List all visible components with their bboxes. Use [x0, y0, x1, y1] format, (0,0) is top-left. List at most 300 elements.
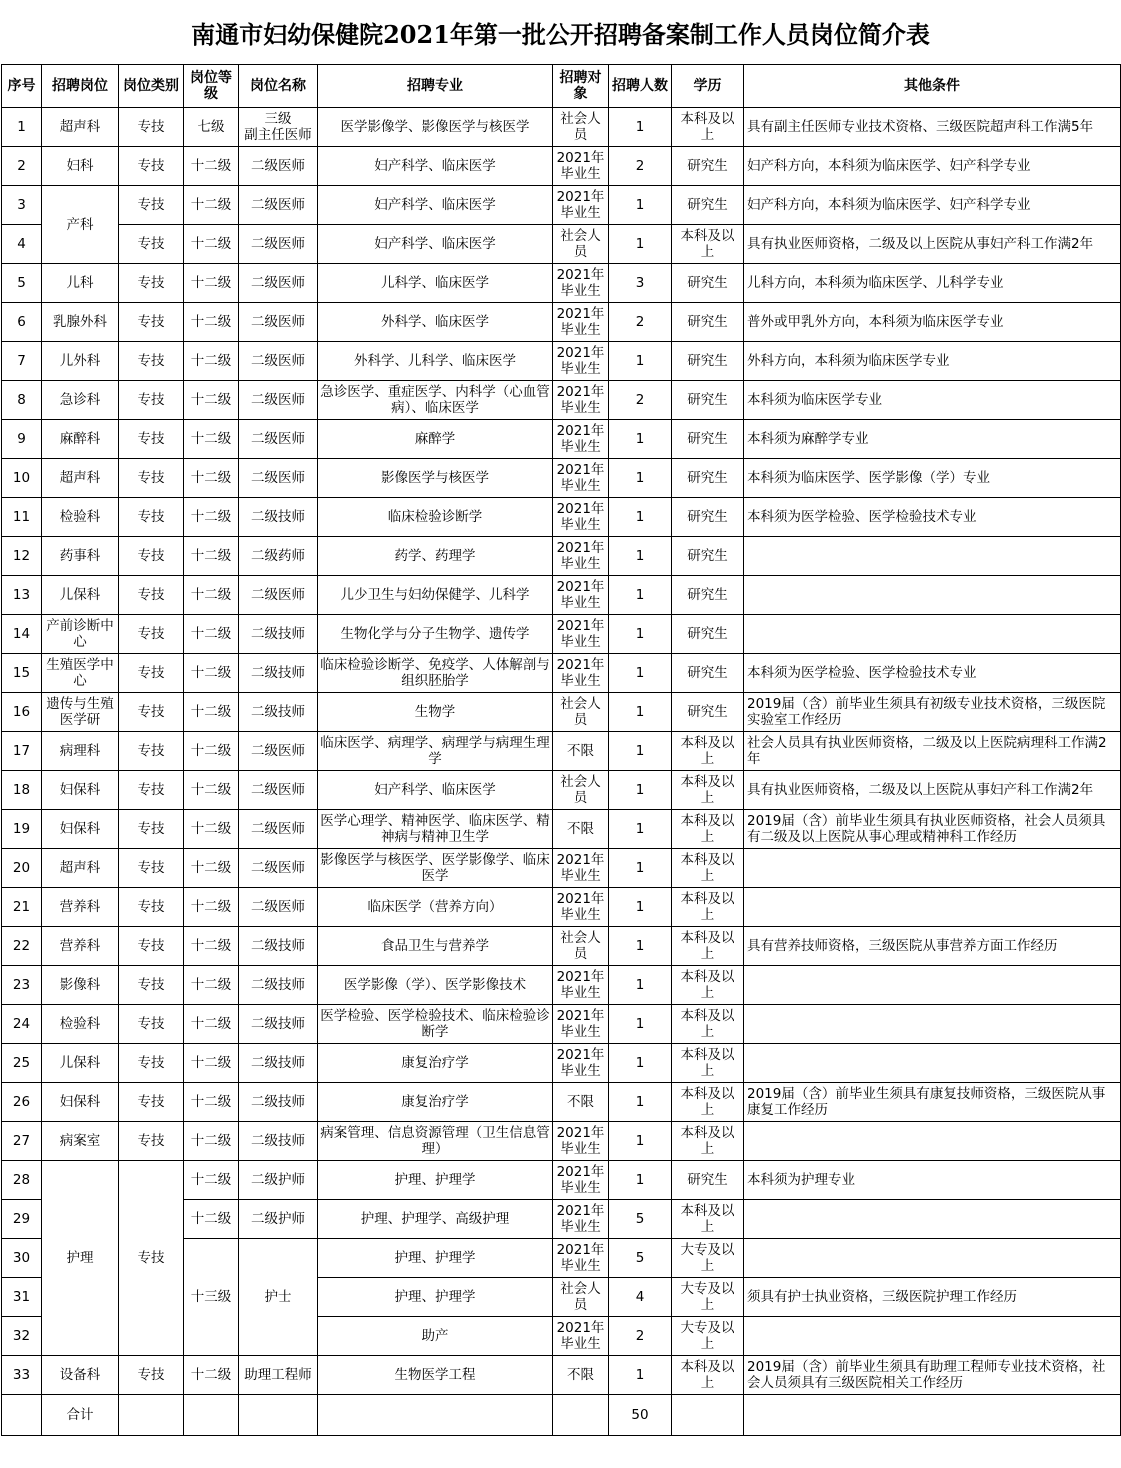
post-name-cell: 二级医师 [239, 771, 318, 810]
target-cell: 2021年毕业生 [553, 1239, 609, 1278]
count-cell: 2 [609, 147, 672, 186]
count-cell: 1 [609, 459, 672, 498]
row-no: 24 [2, 1005, 42, 1044]
major-cell: 影像医学与核医学、医学影像学、临床医学 [318, 849, 553, 888]
category-cell: 专技 [119, 615, 184, 654]
target-cell: 2021年毕业生 [553, 888, 609, 927]
row-no: 7 [2, 342, 42, 381]
post-name-cell: 二级技师 [239, 1005, 318, 1044]
category-cell: 专技 [119, 693, 184, 732]
table-row [2, 771, 1121, 810]
post-cell: 超声科 [42, 459, 119, 498]
col-header-level: 岗位等级 [184, 65, 239, 108]
category-cell: 专技 [119, 108, 184, 147]
major-cell: 医学心理学、精神医学、临床医学、精神病与精神卫生学 [318, 810, 553, 849]
education-cell: 本科及以上 [672, 1122, 744, 1161]
target-cell: 2021年毕业生 [553, 381, 609, 420]
row-no: 2 [2, 147, 42, 186]
post-name-cell: 二级医师 [239, 225, 318, 264]
other-cell: 妇产科方向，本科须为临床医学、妇产科学专业 [744, 147, 1121, 186]
post-name-cell: 二级医师 [239, 303, 318, 342]
row-no: 17 [2, 732, 42, 771]
count-cell: 2 [609, 381, 672, 420]
count-cell: 1 [609, 810, 672, 849]
category-cell: 专技 [119, 810, 184, 849]
row-no: 20 [2, 849, 42, 888]
target-cell: 2021年毕业生 [553, 654, 609, 693]
total-blank [239, 1395, 318, 1436]
post-name-cell: 二级医师 [239, 732, 318, 771]
row-no: 32 [2, 1317, 42, 1356]
count-cell: 1 [609, 849, 672, 888]
level-cell: 十二级 [184, 1161, 239, 1200]
education-cell: 大专及以上 [672, 1317, 744, 1356]
level-cell: 十二级 [184, 810, 239, 849]
other-cell: 社会人员具有执业医师资格，二级及以上医院病理科工作满2年 [744, 732, 1121, 771]
post-cell: 设备科 [42, 1356, 119, 1395]
table-row [2, 225, 1121, 264]
row-no: 29 [2, 1200, 42, 1239]
target-cell: 2021年毕业生 [553, 1317, 609, 1356]
count-cell: 1 [609, 186, 672, 225]
other-cell [744, 966, 1121, 1005]
post-name-cell: 二级技师 [239, 615, 318, 654]
education-cell: 本科及以上 [672, 849, 744, 888]
post-name-cell: 二级医师 [239, 459, 318, 498]
table-row [2, 459, 1121, 498]
education-cell: 本科及以上 [672, 108, 744, 147]
post-cell: 药事科 [42, 537, 119, 576]
category-cell: 专技 [119, 1161, 184, 1356]
other-cell: 普外或甲乳外方向，本科须为临床医学专业 [744, 303, 1121, 342]
target-cell: 2021年毕业生 [553, 186, 609, 225]
other-cell [744, 1005, 1121, 1044]
other-cell: 本科须为临床医学、医学影像（学）专业 [744, 459, 1121, 498]
count-cell: 3 [609, 264, 672, 303]
education-cell: 本科及以上 [672, 225, 744, 264]
post-cell: 妇保科 [42, 1083, 119, 1122]
target-cell: 不限 [553, 810, 609, 849]
row-no: 9 [2, 420, 42, 459]
post-name-cell: 护士 [239, 1239, 318, 1356]
major-cell: 医学影像学、影像医学与核医学 [318, 108, 553, 147]
row-no: 15 [2, 654, 42, 693]
category-cell: 专技 [119, 1044, 184, 1083]
post-name-cell: 二级技师 [239, 693, 318, 732]
post-cell: 护理 [42, 1161, 119, 1356]
table-row [2, 576, 1121, 615]
major-cell: 康复治疗学 [318, 1044, 553, 1083]
post-cell: 病案室 [42, 1122, 119, 1161]
post-name-cell: 三级 副主任医师 [239, 108, 318, 147]
education-cell: 本科及以上 [672, 888, 744, 927]
row-no: 16 [2, 693, 42, 732]
table-row [2, 108, 1121, 147]
major-cell: 护理、护理学 [318, 1239, 553, 1278]
other-cell: 外科方向，本科须为临床医学专业 [744, 342, 1121, 381]
table-row [2, 420, 1121, 459]
other-cell: 儿科方向，本科须为临床医学、儿科学专业 [744, 264, 1121, 303]
table-row [2, 927, 1121, 966]
table-row [2, 888, 1121, 927]
other-cell: 具有营养技师资格，三级医院从事营养方面工作经历 [744, 927, 1121, 966]
target-cell: 社会人员 [553, 108, 609, 147]
major-cell: 外科学、临床医学 [318, 303, 553, 342]
total-blank [553, 1395, 609, 1436]
major-cell: 医学检验、医学检验技术、临床检验诊断学 [318, 1005, 553, 1044]
education-cell: 本科及以上 [672, 1044, 744, 1083]
level-cell: 十二级 [184, 381, 239, 420]
row-no: 33 [2, 1356, 42, 1395]
level-cell: 十二级 [184, 537, 239, 576]
post-name-cell: 二级医师 [239, 810, 318, 849]
post-cell: 妇科 [42, 147, 119, 186]
table-row [2, 1044, 1121, 1083]
col-header-other: 其他条件 [744, 65, 1121, 108]
row-no: 6 [2, 303, 42, 342]
education-cell: 本科及以上 [672, 1356, 744, 1395]
level-cell: 十二级 [184, 1122, 239, 1161]
target-cell: 2021年毕业生 [553, 1005, 609, 1044]
row-no: 18 [2, 771, 42, 810]
education-cell: 研究生 [672, 342, 744, 381]
level-cell: 十二级 [184, 1356, 239, 1395]
target-cell: 社会人员 [553, 225, 609, 264]
count-cell: 5 [609, 1200, 672, 1239]
major-cell: 妇产科学、临床医学 [318, 771, 553, 810]
row-no: 23 [2, 966, 42, 1005]
level-cell: 十二级 [184, 498, 239, 537]
post-cell: 儿保科 [42, 576, 119, 615]
target-cell: 2021年毕业生 [553, 849, 609, 888]
category-cell: 专技 [119, 771, 184, 810]
row-no: 8 [2, 381, 42, 420]
target-cell: 2021年毕业生 [553, 1200, 609, 1239]
target-cell: 社会人员 [553, 693, 609, 732]
post-cell: 儿科 [42, 264, 119, 303]
category-cell: 专技 [119, 927, 184, 966]
post-cell: 妇保科 [42, 771, 119, 810]
col-header-category: 岗位类别 [119, 65, 184, 108]
col-header-count: 招聘人数 [609, 65, 672, 108]
col-header-no: 序号 [2, 65, 42, 108]
total-blank [672, 1395, 744, 1436]
post-name-cell: 助理工程师 [239, 1356, 318, 1395]
category-cell: 专技 [119, 342, 184, 381]
education-cell: 研究生 [672, 264, 744, 303]
target-cell: 2021年毕业生 [553, 420, 609, 459]
major-cell: 康复治疗学 [318, 1083, 553, 1122]
other-cell [744, 888, 1121, 927]
level-cell: 十二级 [184, 927, 239, 966]
post-name-cell: 二级医师 [239, 849, 318, 888]
table-row [2, 1356, 1121, 1395]
post-cell: 超声科 [42, 108, 119, 147]
education-cell: 研究生 [672, 498, 744, 537]
table-row [2, 810, 1121, 849]
other-cell: 本科须为临床医学专业 [744, 381, 1121, 420]
count-cell: 1 [609, 771, 672, 810]
education-cell: 研究生 [672, 459, 744, 498]
page-title: 南通市妇幼保健院2021年第一批公开招聘备案制工作人员岗位简介表 [191, 19, 930, 49]
category-cell: 专技 [119, 888, 184, 927]
table-row [2, 1122, 1121, 1161]
target-cell: 2021年毕业生 [553, 576, 609, 615]
post-cell: 生殖医学中心 [42, 654, 119, 693]
row-no: 5 [2, 264, 42, 303]
post-name-cell: 二级技师 [239, 498, 318, 537]
other-cell [744, 615, 1121, 654]
other-cell: 妇产科方向，本科须为临床医学、妇产科学专业 [744, 186, 1121, 225]
major-cell: 妇产科学、临床医学 [318, 186, 553, 225]
count-cell: 5 [609, 1239, 672, 1278]
category-cell: 专技 [119, 732, 184, 771]
level-cell: 十二级 [184, 771, 239, 810]
category-cell: 专技 [119, 498, 184, 537]
post-name-cell: 二级技师 [239, 1083, 318, 1122]
row-no: 13 [2, 576, 42, 615]
target-cell: 不限 [553, 1083, 609, 1122]
level-cell: 十二级 [184, 420, 239, 459]
major-cell: 临床检验诊断学 [318, 498, 553, 537]
category-cell: 专技 [119, 849, 184, 888]
count-cell: 1 [609, 888, 672, 927]
category-cell: 专技 [119, 537, 184, 576]
col-header-major: 招聘专业 [318, 65, 553, 108]
table-row [2, 147, 1121, 186]
row-no: 4 [2, 225, 42, 264]
other-cell: 2019届（含）前毕业生须具有康复技师资格，三级医院从事康复工作经历 [744, 1083, 1121, 1122]
row-no: 10 [2, 459, 42, 498]
other-cell [744, 537, 1121, 576]
other-cell: 本科须为护理专业 [744, 1161, 1121, 1200]
level-cell: 十二级 [184, 576, 239, 615]
level-cell: 十二级 [184, 654, 239, 693]
total-label: 合计 [42, 1395, 119, 1436]
table-row [2, 966, 1121, 1005]
count-cell: 1 [609, 966, 672, 1005]
major-cell: 儿少卫生与妇幼保健学、儿科学 [318, 576, 553, 615]
post-name-cell: 二级技师 [239, 1122, 318, 1161]
table-row [2, 342, 1121, 381]
level-cell: 十二级 [184, 1200, 239, 1239]
major-cell: 护理、护理学 [318, 1278, 553, 1317]
target-cell: 2021年毕业生 [553, 264, 609, 303]
category-cell: 专技 [119, 381, 184, 420]
post-name-cell: 二级技师 [239, 1044, 318, 1083]
category-cell: 专技 [119, 1083, 184, 1122]
major-cell: 食品卫生与营养学 [318, 927, 553, 966]
major-cell: 生物化学与分子生物学、遗传学 [318, 615, 553, 654]
level-cell: 十二级 [184, 147, 239, 186]
other-cell [744, 849, 1121, 888]
education-cell: 本科及以上 [672, 1083, 744, 1122]
table-row [2, 381, 1121, 420]
post-cell: 乳腺外科 [42, 303, 119, 342]
category-cell: 专技 [119, 420, 184, 459]
education-cell: 本科及以上 [672, 732, 744, 771]
row-no: 14 [2, 615, 42, 654]
education-cell: 本科及以上 [672, 810, 744, 849]
category-cell: 专技 [119, 459, 184, 498]
education-cell: 大专及以上 [672, 1239, 744, 1278]
education-cell: 研究生 [672, 576, 744, 615]
total-count: 50 [609, 1395, 672, 1436]
post-cell: 儿外科 [42, 342, 119, 381]
major-cell: 生物学 [318, 693, 553, 732]
target-cell: 2021年毕业生 [553, 459, 609, 498]
post-cell: 急诊科 [42, 381, 119, 420]
level-cell: 十二级 [184, 615, 239, 654]
other-cell [744, 1239, 1121, 1278]
level-cell: 十二级 [184, 342, 239, 381]
category-cell: 专技 [119, 1005, 184, 1044]
row-no: 12 [2, 537, 42, 576]
other-cell: 本科须为医学检验、医学检验技术专业 [744, 654, 1121, 693]
other-cell [744, 1317, 1121, 1356]
table-row [2, 654, 1121, 693]
post-name-cell: 二级医师 [239, 147, 318, 186]
post-name-cell: 二级医师 [239, 888, 318, 927]
recruitment-table [1, 64, 1121, 1436]
major-cell: 临床医学（营养方向） [318, 888, 553, 927]
other-cell [744, 1044, 1121, 1083]
other-cell [744, 1122, 1121, 1161]
level-cell: 十二级 [184, 186, 239, 225]
education-cell: 本科及以上 [672, 927, 744, 966]
major-cell: 护理、护理学 [318, 1161, 553, 1200]
count-cell: 1 [609, 927, 672, 966]
count-cell: 2 [609, 303, 672, 342]
major-cell: 生物医学工程 [318, 1356, 553, 1395]
row-no: 28 [2, 1161, 42, 1200]
post-cell: 影像科 [42, 966, 119, 1005]
education-cell: 研究生 [672, 186, 744, 225]
other-cell: 本科须为医学检验、医学检验技术专业 [744, 498, 1121, 537]
row-no: 30 [2, 1239, 42, 1278]
category-cell: 专技 [119, 966, 184, 1005]
post-name-cell: 二级药师 [239, 537, 318, 576]
target-cell: 2021年毕业生 [553, 1044, 609, 1083]
major-cell: 护理、护理学、高级护理 [318, 1200, 553, 1239]
count-cell: 1 [609, 498, 672, 537]
count-cell: 1 [609, 615, 672, 654]
target-cell: 2021年毕业生 [553, 342, 609, 381]
other-cell: 具有执业医师资格，二级及以上医院从事妇产科工作满2年 [744, 771, 1121, 810]
row-no: 26 [2, 1083, 42, 1122]
education-cell: 本科及以上 [672, 1005, 744, 1044]
post-cell: 产前诊断中心 [42, 615, 119, 654]
education-cell: 本科及以上 [672, 771, 744, 810]
count-cell: 1 [609, 1083, 672, 1122]
category-cell: 专技 [119, 264, 184, 303]
category-cell: 专技 [119, 654, 184, 693]
table-row [2, 693, 1121, 732]
category-cell: 专技 [119, 1122, 184, 1161]
count-cell: 1 [609, 342, 672, 381]
post-cell: 产科 [42, 186, 119, 264]
post-cell: 儿保科 [42, 1044, 119, 1083]
post-name-cell: 二级医师 [239, 381, 318, 420]
education-cell: 研究生 [672, 654, 744, 693]
other-cell: 2019届（含）前毕业生须具有初级专业技术资格，三级医院实验室工作经历 [744, 693, 1121, 732]
other-cell [744, 1200, 1121, 1239]
post-name-cell: 二级医师 [239, 342, 318, 381]
other-cell: 具有执业医师资格，二级及以上医院从事妇产科工作满2年 [744, 225, 1121, 264]
target-cell: 不限 [553, 732, 609, 771]
education-cell: 研究生 [672, 303, 744, 342]
post-name-cell: 二级技师 [239, 927, 318, 966]
level-cell: 十二级 [184, 1083, 239, 1122]
major-cell: 影像医学与核医学 [318, 459, 553, 498]
category-cell: 专技 [119, 303, 184, 342]
count-cell: 1 [609, 1122, 672, 1161]
post-name-cell: 二级护师 [239, 1161, 318, 1200]
target-cell: 2021年毕业生 [553, 303, 609, 342]
table-row [2, 1005, 1121, 1044]
target-cell: 不限 [553, 1356, 609, 1395]
other-cell: 2019届（含）前毕业生须具有执业医师资格，社会人员须具有二级及以上医院从事心理或精神科工作经历 [744, 810, 1121, 849]
row-no: 19 [2, 810, 42, 849]
post-name-cell: 二级护师 [239, 1200, 318, 1239]
row-no: 1 [2, 108, 42, 147]
category-cell: 专技 [119, 1356, 184, 1395]
post-cell: 营养科 [42, 888, 119, 927]
total-blank [119, 1395, 184, 1436]
table-row [2, 264, 1121, 303]
level-cell: 十二级 [184, 303, 239, 342]
col-header-target: 招聘对象 [553, 65, 609, 108]
major-cell: 外科学、儿科学、临床医学 [318, 342, 553, 381]
total-blank [318, 1395, 553, 1436]
level-cell: 十二级 [184, 693, 239, 732]
major-cell: 临床医学、病理学、病理学与病理生理学 [318, 732, 553, 771]
category-cell: 专技 [119, 576, 184, 615]
post-cell: 妇保科 [42, 810, 119, 849]
other-cell: 须具有护士执业资格，三级医院护理工作经历 [744, 1278, 1121, 1317]
row-no: 25 [2, 1044, 42, 1083]
target-cell: 2021年毕业生 [553, 615, 609, 654]
post-name-cell: 二级医师 [239, 576, 318, 615]
target-cell: 2021年毕业生 [553, 966, 609, 1005]
table-row [2, 537, 1121, 576]
other-cell: 具有副主任医师专业技术资格、三级医院超声科工作满5年 [744, 108, 1121, 147]
education-cell: 研究生 [672, 615, 744, 654]
table-row [2, 732, 1121, 771]
post-name-cell: 二级技师 [239, 654, 318, 693]
row-no: 21 [2, 888, 42, 927]
target-cell: 2021年毕业生 [553, 147, 609, 186]
category-cell: 专技 [119, 186, 184, 225]
target-cell: 社会人员 [553, 927, 609, 966]
target-cell: 2021年毕业生 [553, 1122, 609, 1161]
level-cell: 十三级 [184, 1239, 239, 1356]
category-cell: 专技 [119, 147, 184, 186]
table-row [2, 498, 1121, 537]
other-cell [744, 576, 1121, 615]
target-cell: 2021年毕业生 [553, 498, 609, 537]
table-row [2, 1083, 1121, 1122]
post-cell: 麻醉科 [42, 420, 119, 459]
level-cell: 七级 [184, 108, 239, 147]
row-no: 3 [2, 186, 42, 225]
major-cell: 药学、药理学 [318, 537, 553, 576]
major-cell: 临床检验诊断学、免疫学、人体解剖与组织胚胎学 [318, 654, 553, 693]
level-cell: 十二级 [184, 888, 239, 927]
count-cell: 1 [609, 654, 672, 693]
level-cell: 十二级 [184, 732, 239, 771]
level-cell: 十二级 [184, 459, 239, 498]
